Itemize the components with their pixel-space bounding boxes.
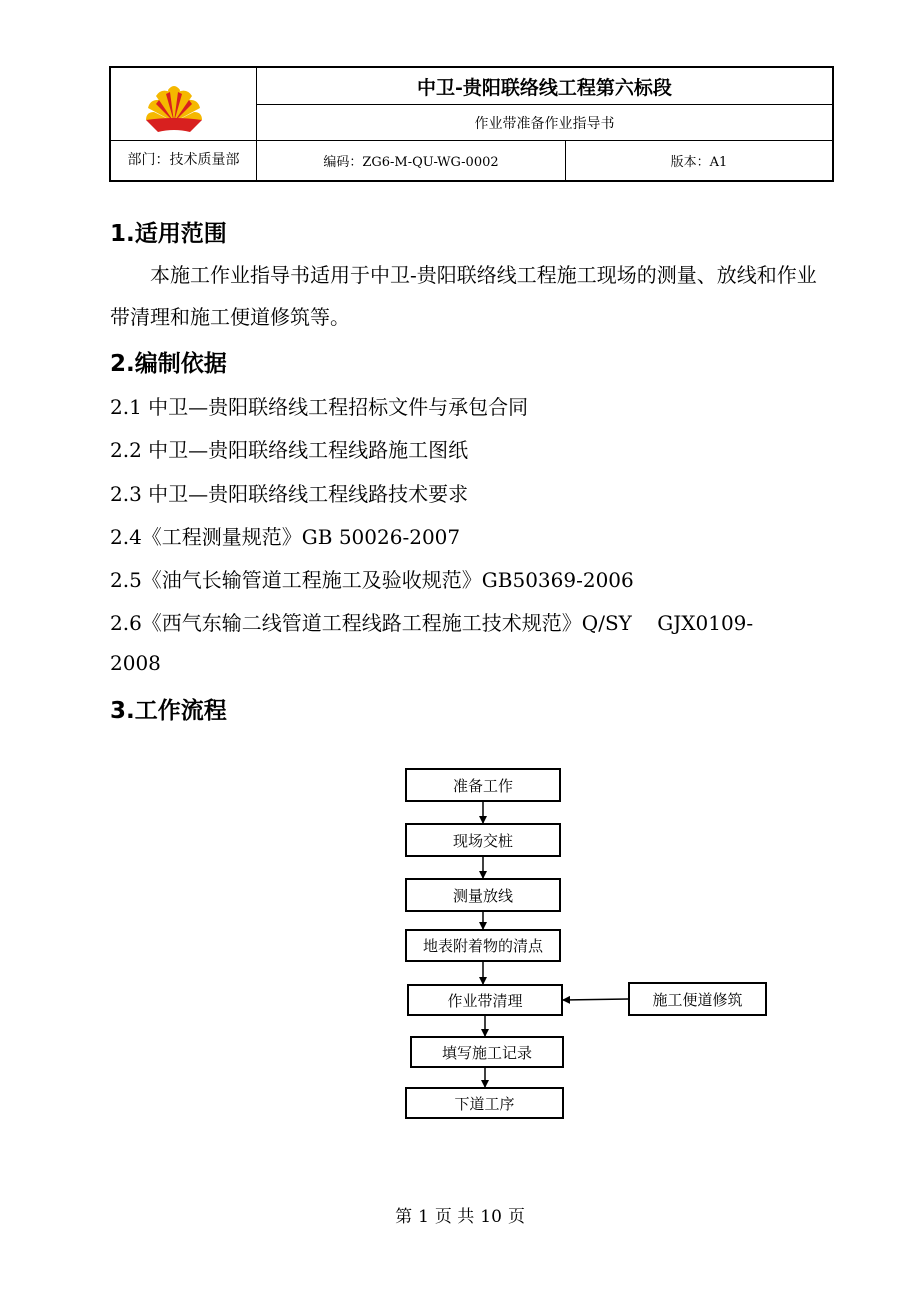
flow-arrow-side bbox=[563, 999, 628, 1000]
department-cell: 部门：技术质量部 bbox=[111, 141, 257, 180]
reference-item: 2.1 中卫—贵阳联络线工程招标文件与承包合同 bbox=[110, 395, 529, 419]
document-title: 中卫-贵阳联络线工程第六标段 bbox=[257, 68, 832, 105]
flow-step: 作业带清理 bbox=[407, 984, 563, 1016]
reference-item-continuation: 2008 bbox=[110, 651, 161, 675]
section-1-text: 本施工作业指导书适用于中卫-贵阳联络线工程施工现场的测量、放线和作业带清理和施工便道修筑等。 bbox=[110, 263, 817, 329]
reference-item: 2.6《西气东输二线管道工程线路工程施工技术规范》Q/SY GJX0109- bbox=[110, 611, 754, 635]
page-footer bbox=[0, 1202, 920, 1227]
reference-item: 2.4《工程测量规范》GB 50026-2007 bbox=[110, 525, 461, 549]
flow-step: 下道工序 bbox=[405, 1087, 564, 1119]
reference-item: 2.3 中卫—贵阳联络线工程线路技术要求 bbox=[110, 482, 469, 506]
petrochina-logo-icon bbox=[146, 82, 202, 134]
flow-step: 填写施工记录 bbox=[410, 1036, 564, 1068]
flow-side-input: 施工便道修筑 bbox=[628, 982, 767, 1016]
document-header-table bbox=[109, 66, 834, 182]
flow-step: 测量放线 bbox=[405, 878, 561, 912]
reference-item: 2.5《油气长输管道工程施工及验收规范》GB50369-2006 bbox=[110, 568, 634, 592]
section-2-heading: 2.编制依据 bbox=[110, 351, 227, 377]
document-code-cell: 编码：ZG6-M-QU-WG-0002 bbox=[257, 141, 566, 180]
footer-mid: 页 共 bbox=[434, 1207, 475, 1227]
flow-step: 准备工作 bbox=[405, 768, 561, 802]
logo-cell bbox=[111, 68, 257, 141]
page-number: 1 bbox=[418, 1207, 429, 1227]
footer-prefix: 第 bbox=[395, 1207, 413, 1227]
document-subtitle: 作业带准备作业指导书 bbox=[257, 105, 832, 141]
flow-step: 现场交桩 bbox=[405, 823, 561, 857]
total-pages: 10 bbox=[480, 1207, 502, 1227]
section-1-heading: 1.适用范围 bbox=[110, 221, 227, 247]
version-cell: 版本：A1 bbox=[670, 155, 728, 170]
reference-item: 2.2 中卫—贵阳联络线工程线路施工图纸 bbox=[110, 438, 469, 462]
flow-step: 地表附着物的清点 bbox=[405, 929, 561, 962]
section-3-heading: 3.工作流程 bbox=[110, 698, 227, 724]
footer-suffix: 页 bbox=[507, 1207, 525, 1227]
